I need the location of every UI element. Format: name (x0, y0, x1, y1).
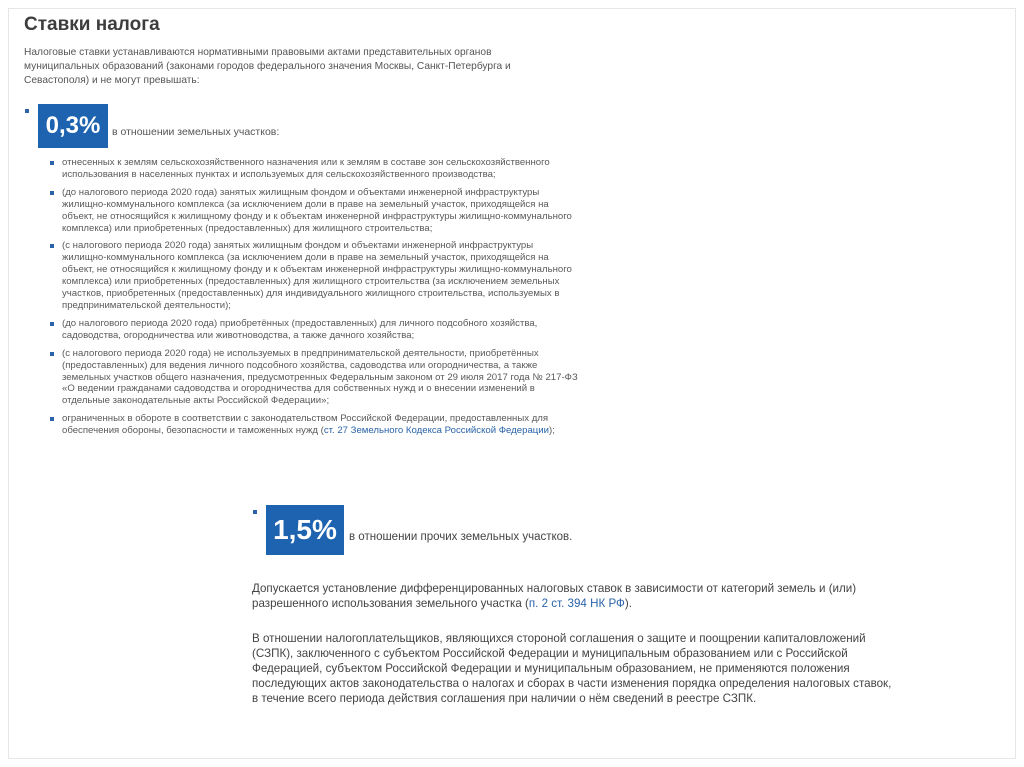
list-bullet (50, 417, 54, 421)
rate2-bullet (253, 510, 257, 514)
list-bullet (50, 191, 54, 195)
zk-article-link[interactable]: ст. 27 Земельного Кодекса Российской Федерации (323, 425, 549, 437)
list-item-text: отнесенных к землям сельскохозяйственного назначения или к землям в составе зон сельскохозяйственного использования в населенных пунктах и используемых для сельскохозяйственного производства; (62, 157, 550, 180)
rate1-bullet (25, 109, 29, 113)
list-item (50, 413, 580, 437)
list-item-text: (с налогового периода 2020 года) не используемых в предпринимательской деятельности, приобретённых (предоставленных) для ведения личного подсобного хозяйства, садоводства или огородничества, а также земельных участков общего назначения, предусмотренных Федеральным законом от 29 июля 2017 года № 217-ФЗ «О ведении гражданами садоводства и огородничества для собственных нужд и о внесении изменений в отдельные законодательные акты Российской Федерации»; (62, 347, 578, 407)
intro-paragraph: Налоговые ставки устанавливаются нормативными правовыми актами представительных органов муниципальных образований (законами городов федерального значения Москвы, Санкт-Петербурга и Севастополя) и не могут превышать: (24, 47, 511, 86)
nk-article-link[interactable]: п. 2 ст. 394 НК РФ (528, 597, 625, 610)
rate1-list (50, 157, 580, 443)
list-item (50, 157, 580, 181)
rate2-badge: 1,5% (266, 505, 344, 555)
list-item (50, 240, 580, 311)
para1-text: Допускается установление дифференцированных налоговых ставок в зависимости от категорий земель и (или) разрешенного использования земельного участка ( (252, 582, 857, 610)
list-bullet (50, 161, 54, 165)
list-bullet (50, 352, 54, 356)
list-bullet (50, 244, 54, 248)
differentiated-rates-paragraph (252, 581, 892, 611)
rate2-label: в отношении прочих земельных участков. (349, 531, 573, 543)
list-item (50, 187, 580, 235)
list-item-tail: ); (549, 425, 555, 437)
rate1-label: в отношении земельных участков: (112, 126, 280, 138)
list-item-text: (до налогового периода 2020 года) приобретённых (предоставленных) для личного подсобного хозяйства, садоводства, огородничества или животноводства, а также дачного хозяйства; (62, 317, 538, 341)
list-item (50, 348, 580, 408)
list-item-text: ограниченных в обороте в соответствии с законодательством Российской Федерации, предоставленных для обеспечения обороны, безопасности и таможенных нужд ( (62, 413, 549, 437)
rate1-badge: 0,3% (38, 104, 108, 148)
para1-tail: ). (624, 597, 632, 610)
list-item-text: (до налогового периода 2020 года) занятых жилищным фондом и объектами инженерной инфраструктуры жилищно-коммунального комплекса (за исключением доли в праве на земельный участок, приходящейся на объект, не относящийся к жилищному фонду и к объектам инженерной инфраструктуры жилищно-коммунального комплекса) или приобретенных (предоставленных) для жилищного строительства; (62, 186, 572, 234)
szpk-paragraph: В отношении налогоплательщиков, являющихся стороной соглашения о защите и поощрении капиталовложений (СЗПК), заключенного с субъектом Российской Федерации и муниципальным образованием или с Российской Федерацией, субъектом Российской Федерации и муниципальным образованием, не применяются положения последующих актов законодательства о налогах и сборах в части изменения порядка определения налоговых ставок, в течение всего периода действия соглашения при наличии о нём сведений в реестре СЗПК. (252, 632, 892, 705)
list-bullet (50, 322, 54, 326)
list-item (50, 318, 580, 342)
page-title: Ставки налога (24, 14, 160, 35)
list-item-text: (с налогового периода 2020 года) занятых жилищным фондом и объектами инженерной инфраструктуры жилищно-коммунального комплекса (за исключением доли в праве на земельный участок, приходящейся на объект, не относящийся к жилищному фонду и к объектам инженерной инфраструктуры жилищно-коммунального комплекса) или приобретенных (предоставленных) для жилищного строительства (за исключением земельных участков, приобретенных (предоставленных) для индивидуального жилищного строительства, используемых в предпринимательской деятельности); (62, 240, 572, 311)
